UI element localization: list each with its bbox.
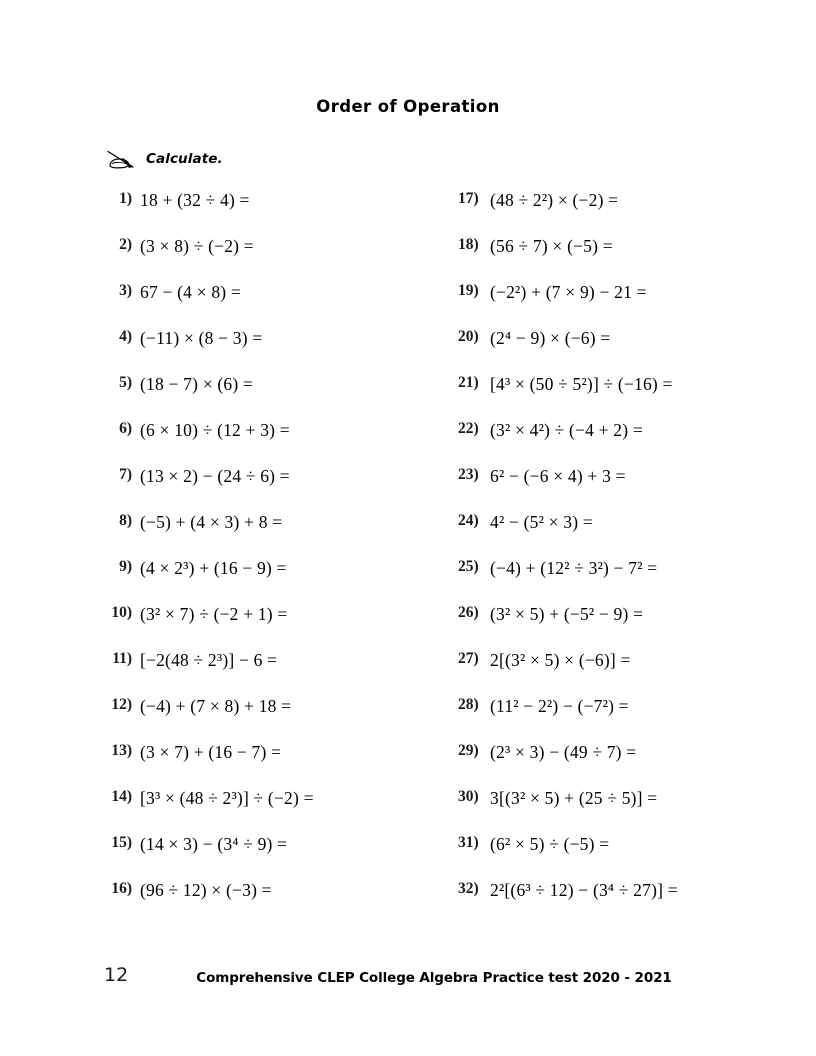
problem-number: 24): [458, 512, 479, 529]
problem-expression: (2³ × 3) − (49 ÷ 7) =: [490, 742, 637, 762]
problem-row: [458, 236, 808, 282]
problem-expression: (11² − 2²) − (−7²) =: [490, 696, 629, 716]
problem-row: [104, 604, 454, 650]
problem-number: 19): [458, 282, 479, 299]
problem-expression: (18 − 7) × (6) =: [140, 374, 253, 394]
problem-number: 16): [111, 880, 132, 897]
problems-right-column: [458, 190, 808, 926]
problem-number: 27): [458, 650, 479, 667]
page-footer: [0, 962, 816, 1002]
problem-number: 3): [119, 282, 132, 299]
problem-row: [104, 880, 454, 926]
problem-row: [458, 650, 808, 696]
page-number: 12: [104, 964, 129, 986]
problem-expression: (−5) + (4 × 3) + 8 =: [140, 512, 283, 532]
problem-expression: 3[(3² × 5) + (25 ÷ 5)] =: [490, 788, 658, 808]
problem-number: 8): [119, 512, 132, 529]
problem-expression: (96 ÷ 12) × (−3) =: [140, 880, 272, 900]
problem-row: [458, 696, 808, 742]
problem-expression: [4³ × (50 ÷ 5²)] ÷ (−16) =: [490, 374, 673, 394]
problem-number: 11): [112, 650, 132, 667]
problem-row: [104, 788, 454, 834]
problem-row: [104, 190, 454, 236]
problem-expression: 4² − (5² × 3) =: [490, 512, 593, 532]
problem-expression: [3³ × (48 ÷ 2³)] ÷ (−2) =: [140, 788, 314, 808]
problem-expression: 18 + (32 ÷ 4) =: [140, 190, 250, 210]
problem-expression: (3 × 7) + (16 − 7) =: [140, 742, 282, 762]
problem-expression: (4 × 2³) + (16 − 9) =: [140, 558, 287, 578]
problem-expression: (−2²) + (7 × 9) − 21 =: [490, 282, 647, 302]
problem-expression: [−2(48 ÷ 2³)] − 6 =: [140, 650, 278, 670]
problem-row: [104, 742, 454, 788]
problem-row: [104, 558, 454, 604]
problem-expression: 2²[(6³ ÷ 12) − (3⁴ ÷ 27)] =: [490, 880, 678, 900]
problem-number: 23): [458, 466, 479, 483]
problem-number: 32): [458, 880, 479, 897]
problem-number: 20): [458, 328, 479, 345]
problem-number: 4): [119, 328, 132, 345]
problem-expression: 2[(3² × 5) × (−6)] =: [490, 650, 631, 670]
problem-expression: (6 × 10) ÷ (12 + 3) =: [140, 420, 290, 440]
problem-number: 18): [458, 236, 479, 253]
problem-number: 6): [119, 420, 132, 437]
problem-number: 13): [111, 742, 132, 759]
problem-row: [458, 190, 808, 236]
problem-number: 22): [458, 420, 479, 437]
problem-number: 12): [111, 696, 132, 713]
problem-row: [104, 834, 454, 880]
problem-expression: (3² × 4²) ÷ (−4 + 2) =: [490, 420, 643, 440]
problem-row: [458, 604, 808, 650]
problem-row: [458, 328, 808, 374]
problem-expression: (3² × 7) ÷ (−2 + 1) =: [140, 604, 288, 624]
problem-number: 31): [458, 834, 479, 851]
footer-title: Comprehensive CLEP College Algebra Practice test 2020 - 2021: [196, 970, 672, 986]
problem-row: [458, 282, 808, 328]
problem-number: 1): [119, 190, 132, 207]
problem-number: 17): [458, 190, 479, 207]
problem-row: [458, 420, 808, 466]
problem-number: 30): [458, 788, 479, 805]
problem-expression: (−4) + (7 × 8) + 18 =: [140, 696, 292, 716]
problem-expression: 6² − (−6 × 4) + 3 =: [490, 466, 626, 486]
problem-expression: (−4) + (12² ÷ 3²) − 7² =: [490, 558, 658, 578]
problem-expression: (3² × 5) + (−5² − 9) =: [490, 604, 644, 624]
page-title: Order of Operation: [316, 97, 500, 116]
problem-expression: (48 ÷ 2²) × (−2) =: [490, 190, 619, 210]
problem-number: 2): [119, 236, 132, 253]
problem-row: [458, 742, 808, 788]
problem-row: [104, 420, 454, 466]
problem-row: [458, 558, 808, 604]
problem-row: [104, 696, 454, 742]
problem-row: [458, 512, 808, 558]
problem-expression: 67 − (4 × 8) =: [140, 282, 241, 302]
problem-row: [458, 834, 808, 880]
problem-row: [104, 466, 454, 512]
problem-row: [104, 328, 454, 374]
problem-expression: (6² × 5) ÷ (−5) =: [490, 834, 610, 854]
problem-number: 29): [458, 742, 479, 759]
quill-pen-icon: [107, 148, 137, 170]
problem-number: 26): [458, 604, 479, 621]
problem-row: [104, 282, 454, 328]
problem-row: [458, 788, 808, 834]
problem-number: 25): [458, 558, 479, 575]
problem-expression: (−11) × (8 − 3) =: [140, 328, 263, 348]
problem-number: 28): [458, 696, 479, 713]
problem-number: 10): [111, 604, 132, 621]
problem-row: [104, 374, 454, 420]
problem-number: 7): [119, 466, 132, 483]
problem-expression: (56 ÷ 7) × (−5) =: [490, 236, 613, 256]
problem-row: [458, 880, 808, 926]
problem-row: [458, 374, 808, 420]
problem-number: 15): [111, 834, 132, 851]
problem-expression: (3 × 8) ÷ (−2) =: [140, 236, 254, 256]
problem-row: [104, 236, 454, 282]
instruction-row: [107, 148, 223, 170]
problem-expression: (14 × 3) − (3⁴ ÷ 9) =: [140, 834, 288, 854]
instruction-label: Calculate.: [146, 151, 223, 167]
problem-expression: (2⁴ − 9) × (−6) =: [490, 328, 611, 348]
problems-left-column: [104, 190, 454, 926]
problem-row: [104, 650, 454, 696]
problem-number: 14): [111, 788, 132, 805]
problem-expression: (13 × 2) − (24 ÷ 6) =: [140, 466, 290, 486]
problem-number: 9): [119, 558, 132, 575]
problem-row: [458, 466, 808, 512]
problem-number: 21): [458, 374, 479, 391]
problem-row: [104, 512, 454, 558]
problem-number: 5): [119, 374, 132, 391]
